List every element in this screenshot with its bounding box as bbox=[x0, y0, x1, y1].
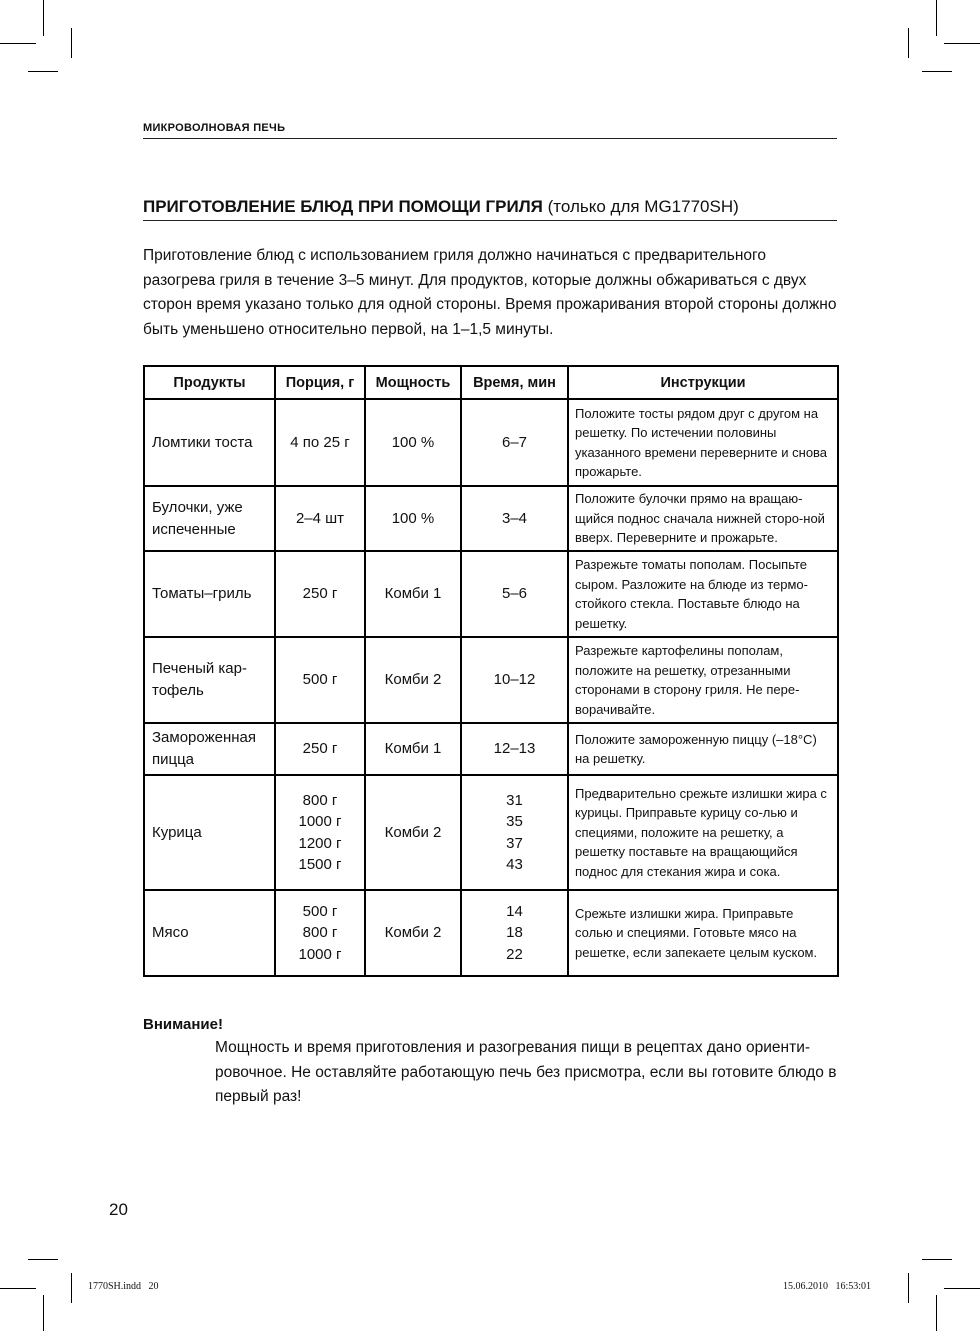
grill-cooking-table bbox=[143, 365, 839, 977]
crop-mark bbox=[944, 1288, 980, 1289]
table-row bbox=[144, 551, 838, 637]
instructions-cell: Предварительно срежьте излишки жира с курицы. Приправьте курицу со-лью и специями, положите на решетку, а решетку поставьте на вращающийся поднос для стекания жира и сока. bbox=[568, 775, 838, 890]
product-cell: Мясо bbox=[144, 890, 275, 976]
time-cell bbox=[461, 775, 568, 890]
warning-title: Внимание! bbox=[143, 1016, 223, 1033]
crop-mark bbox=[28, 1259, 58, 1260]
table-header-row bbox=[144, 366, 838, 399]
slug-date-info: 15.06.2010 16:53:01 bbox=[783, 1281, 872, 1292]
portion-cell bbox=[275, 551, 365, 637]
power-cell: Комби 2 bbox=[365, 890, 461, 976]
instructions-cell: Разрежьте томаты пополам. Посыпьте сыром. Разложите на блюде из термо-стойкого стекла. Поставьте блюдо на решетку. bbox=[568, 551, 838, 637]
column-header-products: Продукты bbox=[144, 366, 275, 399]
product-cell: Печеный кар-тофель bbox=[144, 637, 275, 723]
power-cell: Комби 1 bbox=[365, 723, 461, 775]
power-cell: 100 % bbox=[365, 486, 461, 551]
section-title bbox=[143, 197, 837, 221]
portion-value: 800 г bbox=[302, 791, 338, 809]
crop-mark bbox=[936, 0, 937, 36]
instructions-cell: Положите тосты рядом друг с другом на решетку. По истечении половины указанного времени переверните и снова прожарьте. bbox=[568, 399, 838, 486]
portion-value: 4 по 25 г bbox=[290, 433, 350, 451]
time-cell bbox=[461, 637, 568, 723]
portion-value: 500 г bbox=[302, 671, 338, 689]
instructions-cell: Положите булочки прямо на вращаю-щийся поднос сначала нижней сторо-ной вверх. Переверните и прожарьте. bbox=[568, 486, 838, 551]
crop-mark bbox=[71, 1273, 72, 1303]
product-cell: Курица bbox=[144, 775, 275, 890]
crop-mark bbox=[922, 1259, 952, 1260]
time-value: 35 bbox=[506, 813, 523, 830]
crop-mark bbox=[908, 1273, 909, 1303]
page-number: 20 bbox=[109, 1200, 128, 1219]
time-value: 10–12 bbox=[493, 671, 536, 689]
portion-value: 1000 г bbox=[298, 945, 342, 963]
power-cell: Комби 2 bbox=[365, 775, 461, 890]
time-cell bbox=[461, 399, 568, 486]
running-header: МИКРОВОЛНОВАЯ ПЕЧЬ bbox=[143, 122, 837, 139]
time-value: 12–13 bbox=[493, 740, 536, 758]
portion-cell bbox=[275, 637, 365, 723]
product-cell: Томаты–гриль bbox=[144, 551, 275, 637]
time-cell bbox=[461, 723, 568, 775]
column-header-time: Время, мин bbox=[461, 366, 568, 399]
table-row bbox=[144, 486, 838, 551]
column-header-instructions: Инструкции bbox=[568, 366, 838, 399]
portion-value: 500 г bbox=[302, 902, 338, 920]
portion-value: 1000 г bbox=[298, 813, 342, 830]
portion-cell bbox=[275, 723, 365, 775]
section-title-note: (только для MG1770SH) bbox=[547, 197, 739, 216]
time-value: 6–7 bbox=[501, 433, 528, 451]
instructions-cell: Срежьте излишки жира. Приправьте солью и специями. Готовьте мясо на решетке, если запекаете целым куском. bbox=[568, 890, 838, 976]
product-cell: Ломтики тоста bbox=[144, 399, 275, 486]
portion-value: 1200 г bbox=[298, 834, 342, 852]
product-cell: Замороженная пицца bbox=[144, 723, 275, 775]
time-value: 31 bbox=[506, 791, 523, 809]
crop-mark bbox=[936, 1295, 937, 1331]
crop-mark bbox=[28, 71, 58, 72]
portion-value: 250 г bbox=[302, 585, 338, 603]
time-value: 14 bbox=[506, 902, 523, 920]
column-header-power: Мощность bbox=[365, 366, 461, 399]
time-value: 5–6 bbox=[501, 585, 528, 603]
portion-value: 800 г bbox=[302, 924, 338, 942]
section-title-main: ПРИГОТОВЛЕНИЕ БЛЮД ПРИ ПОМОЩИ ГРИЛЯ bbox=[143, 197, 543, 216]
table-row bbox=[144, 890, 838, 976]
table-row bbox=[144, 637, 838, 723]
portion-value: 250 г bbox=[302, 740, 338, 758]
time-value: 3–4 bbox=[501, 509, 528, 527]
warning-text: Мощность и время приготовления и разогревания пищи в рецептах дано ориенти-ровочное. Не оставляйте работающую печь без присмотра, если вы готовите блюдо в первый раз! bbox=[215, 1039, 837, 1105]
time-value: 22 bbox=[506, 945, 523, 963]
time-value: 18 bbox=[506, 924, 523, 942]
table-row bbox=[144, 723, 838, 775]
time-cell bbox=[461, 486, 568, 551]
power-cell: Комби 1 bbox=[365, 551, 461, 637]
crop-mark bbox=[0, 1288, 36, 1289]
crop-mark bbox=[908, 28, 909, 58]
portion-value: 2–4 шт bbox=[295, 509, 345, 527]
crop-mark bbox=[43, 1295, 44, 1331]
table-row bbox=[144, 399, 838, 486]
crop-mark bbox=[0, 43, 36, 44]
time-value: 37 bbox=[506, 834, 523, 852]
instructions-cell: Разрежьте картофелины пополам, положите на решетку, отрезанными сторонами в сторону гриля. Не пере-ворачивайте. bbox=[568, 637, 838, 723]
intro-paragraph: Приготовление блюд с использованием гриля должно начинаться с предварительного разогрева гриля в течение 3–5 минут. Для продуктов, которые должны обжариваться с двух сторон время указано только для одной стороны. Время прожаривания второй стороны должно быть уменьшено относительно первой, на 1–1,5 минуты. bbox=[143, 247, 837, 338]
power-cell: 100 % bbox=[365, 399, 461, 486]
portion-cell bbox=[275, 890, 365, 976]
crop-mark bbox=[43, 0, 44, 36]
time-value: 43 bbox=[506, 856, 523, 873]
product-cell: Булочки, уже испеченные bbox=[144, 486, 275, 551]
time-cell bbox=[461, 551, 568, 637]
portion-value: 1500 г bbox=[298, 856, 342, 873]
column-header-portion: Порция, г bbox=[275, 366, 365, 399]
instructions-cell: Положите замороженную пиццу (–18°C) на решетку. bbox=[568, 723, 838, 775]
slug-file-info: 1770SH.indd 20 bbox=[88, 1281, 159, 1292]
crop-mark bbox=[944, 43, 980, 44]
power-cell: Комби 2 bbox=[365, 637, 461, 723]
portion-cell bbox=[275, 775, 365, 890]
portion-cell bbox=[275, 399, 365, 486]
portion-cell bbox=[275, 486, 365, 551]
crop-mark bbox=[71, 28, 72, 58]
time-cell bbox=[461, 890, 568, 976]
table-row bbox=[144, 775, 838, 890]
crop-mark bbox=[922, 71, 952, 72]
